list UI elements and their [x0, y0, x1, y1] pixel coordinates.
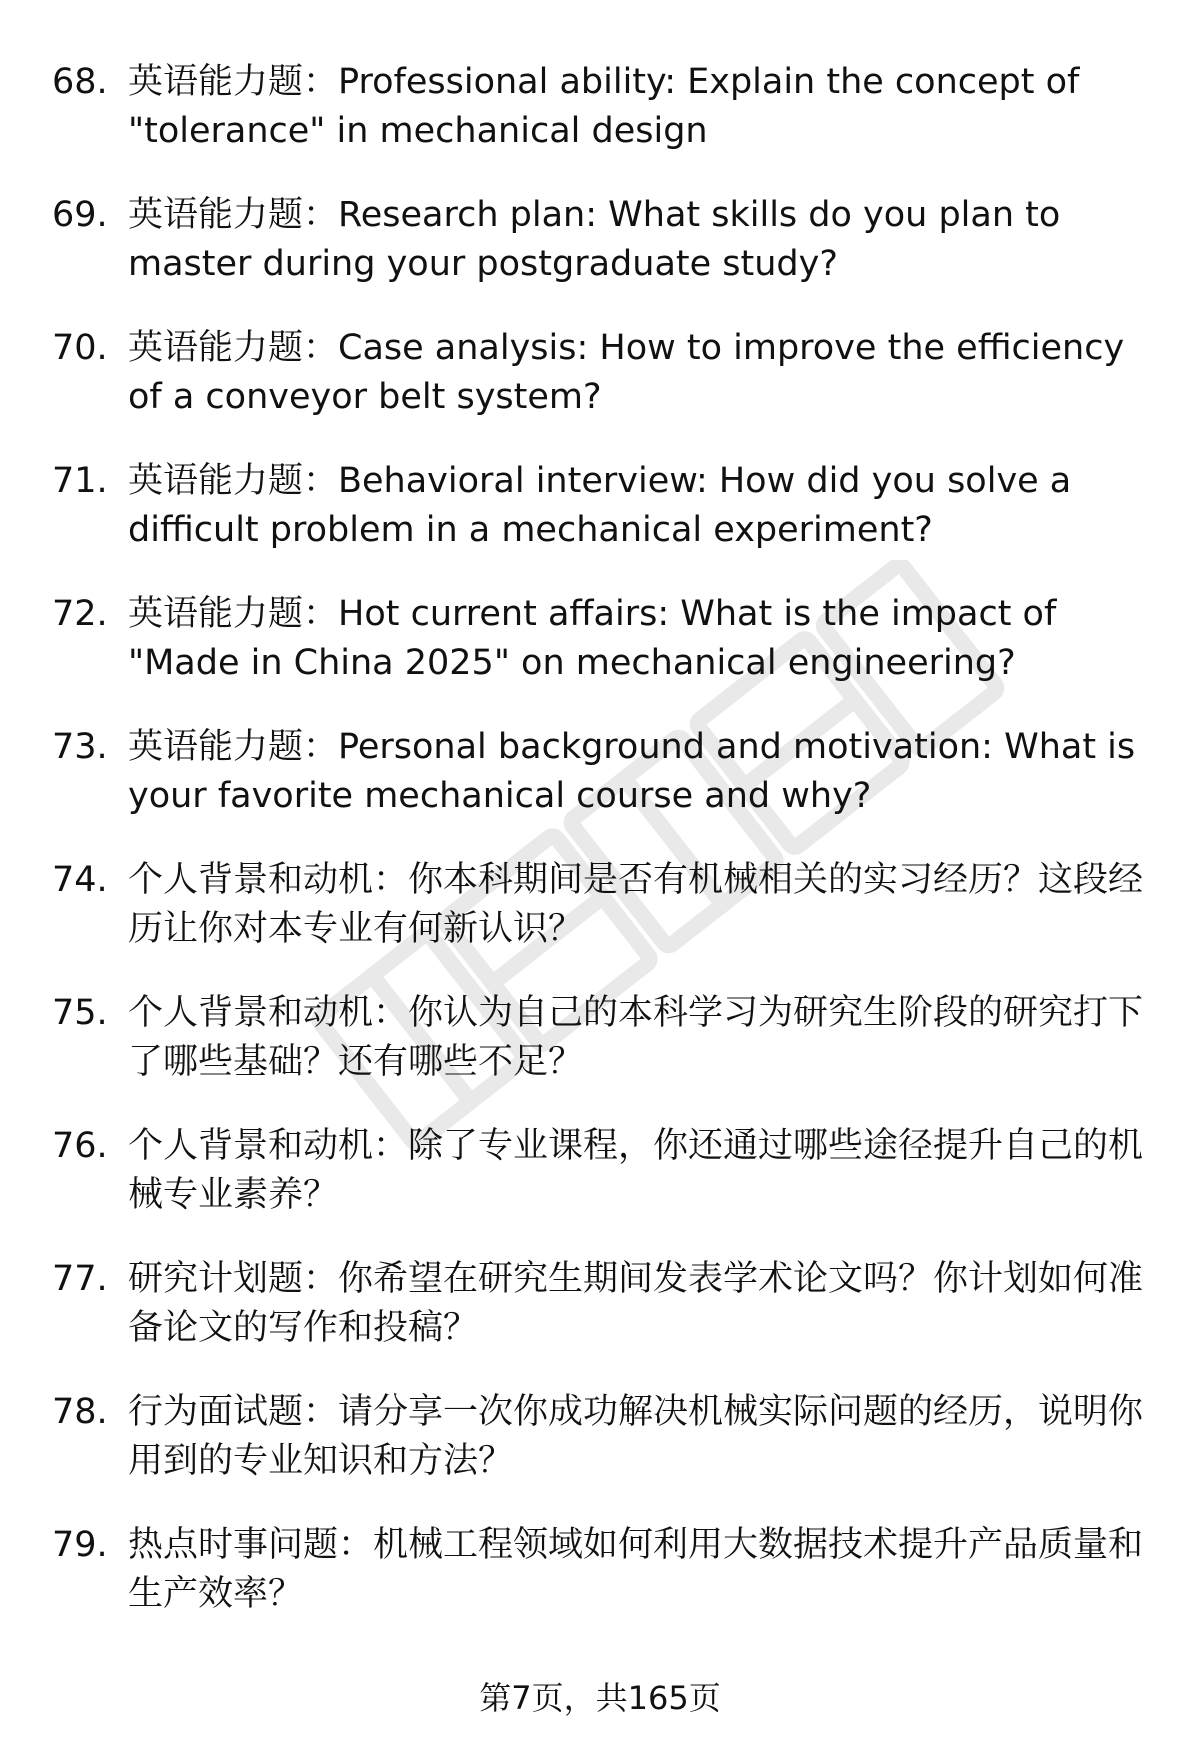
question-number: 78. [52, 1392, 108, 1432]
question-text: 热点时事问题：机械工程领域如何利用大数据技术提升产品质量和生产效率？ [128, 1525, 1144, 1614]
page-number-footer: 第7页，共165页 [479, 1679, 721, 1717]
question-item [52, 1388, 1162, 1486]
question-text: 研究计划题：你希望在研究生期间发表学术论文吗？你计划如何准备论文的写作和投稿？ [128, 1259, 1144, 1348]
question-number: 72. [52, 594, 108, 634]
question-item [52, 723, 1162, 821]
question-item [52, 1122, 1162, 1220]
question-text: 英语能力题：Behavioral interview: How did you solve a difficult problem in a mechanical experiment? [128, 461, 1072, 550]
question-text: 英语能力题：Professional ability: Explain the concept of "tolerance" in mechanical design [128, 62, 1080, 151]
question-item [52, 856, 1162, 954]
question-text: 英语能力题：Personal background and motivation: What is your favorite mechanical course and why? [128, 727, 1136, 816]
question-item [52, 191, 1162, 289]
question-number: 69. [52, 195, 108, 235]
question-number: 76. [52, 1126, 108, 1166]
question-number: 74. [52, 860, 108, 900]
question-number: 79. [52, 1525, 108, 1565]
question-number: 77. [52, 1259, 108, 1299]
question-text: 行为面试题：请分享一次你成功解决机械实际问题的经历，说明你用到的专业知识和方法？ [128, 1392, 1144, 1481]
question-item [52, 1521, 1162, 1619]
question-item [52, 457, 1162, 555]
question-item [52, 1255, 1162, 1353]
question-item [52, 590, 1162, 688]
question-text: 个人背景和动机：你认为自己的本科学习为研究生阶段的研究打下了哪些基础？还有哪些不足？ [128, 993, 1144, 1082]
question-item [52, 324, 1162, 422]
question-number: 70. [52, 328, 108, 368]
question-item [52, 58, 1162, 156]
question-number: 75. [52, 993, 108, 1033]
question-list [52, 58, 1162, 1654]
question-text: 英语能力题：Hot current affairs: What is the impact of "Made in China 2025" on mechanical engineering? [128, 594, 1057, 683]
question-text: 个人背景和动机：除了专业课程，你还通过哪些途径提升自己的机械专业素养？ [128, 1126, 1144, 1215]
question-number: 73. [52, 727, 108, 767]
question-number: 68. [52, 62, 108, 102]
question-item [52, 989, 1162, 1087]
question-text: 个人背景和动机：你本科期间是否有机械相关的实习经历？这段经历让你对本专业有何新认识？ [128, 860, 1144, 949]
question-number: 71. [52, 461, 108, 501]
question-text: 英语能力题：Case analysis: How to improve the efficiency of a conveyor belt system? [128, 328, 1125, 417]
question-text: 英语能力题：Research plan: What skills do you plan to master during your postgraduate study? [128, 195, 1061, 284]
